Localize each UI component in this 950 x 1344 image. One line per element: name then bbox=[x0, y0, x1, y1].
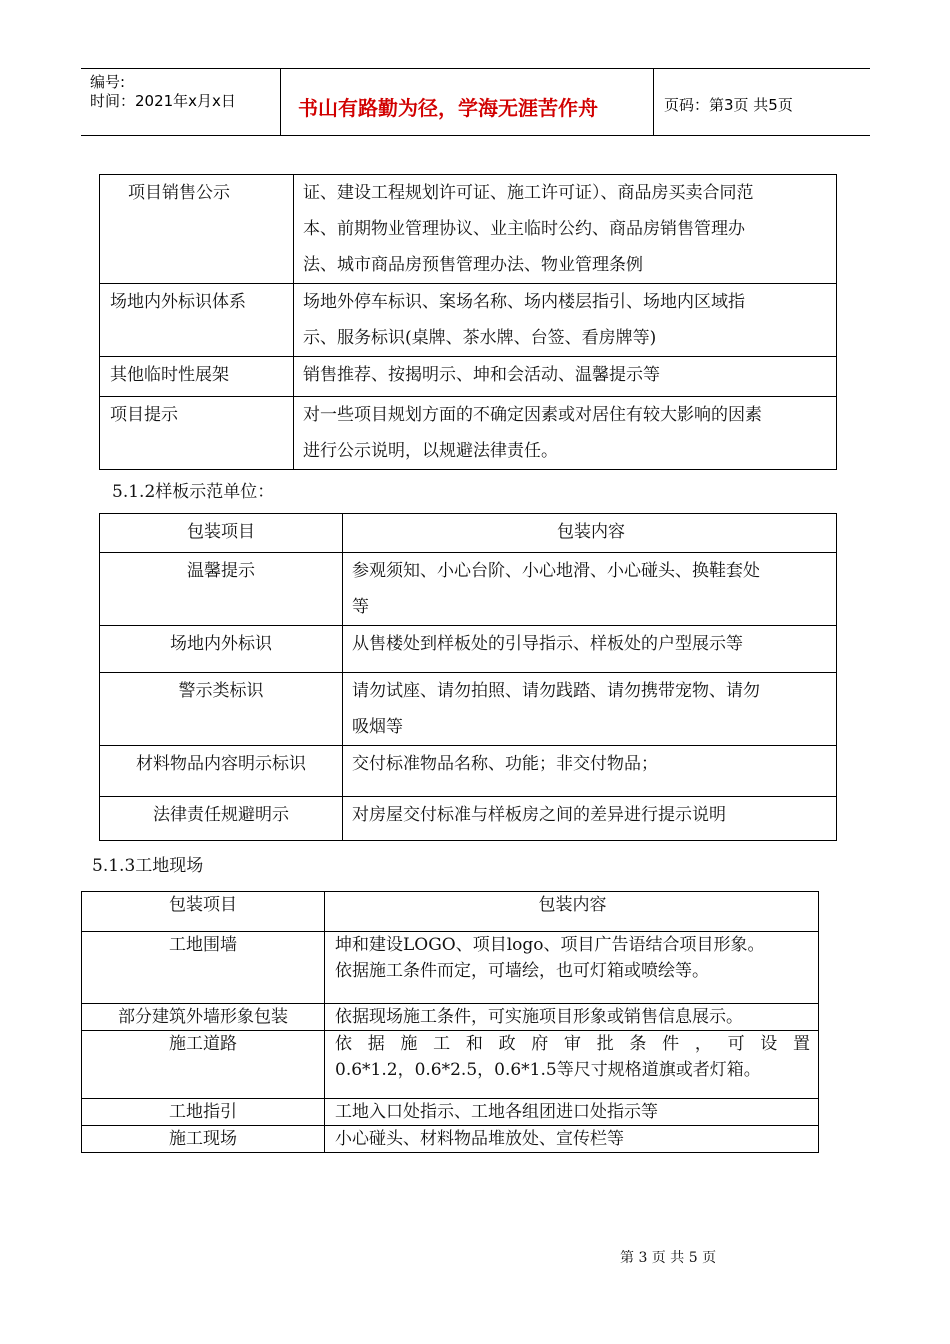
table-row bbox=[100, 626, 837, 673]
table-cell-item: 温馨提示 bbox=[100, 553, 343, 626]
table-cell-content bbox=[343, 746, 837, 797]
table-row bbox=[82, 1099, 819, 1126]
header-divider-left bbox=[280, 68, 281, 136]
content-line: 本、前期物业管理协议、业主临时公约、商品房销售管理办 bbox=[303, 219, 745, 239]
table-header-row bbox=[82, 892, 819, 932]
table-row bbox=[100, 673, 837, 746]
content-line: 依 据 施 工 和 政 府 审 批 条 件 ， 可 设 置 bbox=[335, 1034, 810, 1054]
table-cell-item: 施工现场 bbox=[82, 1126, 325, 1153]
table-cell-item: 部分建筑外墙形象包装 bbox=[82, 1004, 325, 1031]
table-model-unit bbox=[99, 513, 837, 841]
table-header-row bbox=[100, 514, 837, 553]
column-header-content: 包装内容 bbox=[325, 892, 819, 932]
table-cell-content bbox=[294, 284, 837, 357]
section-heading-512: 5.1.2样板示范单位： bbox=[112, 482, 275, 502]
table-row bbox=[82, 932, 819, 1004]
column-header-item: 包装项目 bbox=[100, 514, 343, 553]
table-cell-content bbox=[343, 553, 837, 626]
table-cell-item bbox=[100, 284, 294, 357]
table-cell-content bbox=[325, 1099, 819, 1126]
table-cell-content bbox=[343, 626, 837, 673]
table-cell-item: 工地围墙 bbox=[82, 932, 325, 1004]
table-cell-content bbox=[343, 797, 837, 841]
table-construction-site bbox=[81, 891, 819, 1153]
table-cell-item bbox=[100, 175, 294, 284]
table-cell-content bbox=[294, 175, 837, 284]
content-line: 请勿试座、请勿拍照、请勿践踏、请勿携带宠物、请勿 bbox=[352, 681, 760, 701]
content-line: 参观须知、小心台阶、小心地滑、小心碰头、换鞋套处 bbox=[352, 561, 760, 581]
header-time-label: 时间：2021年x月x日 bbox=[90, 92, 236, 110]
table-cell-content bbox=[325, 1126, 819, 1153]
table-cell-item: 工地指引 bbox=[82, 1099, 325, 1126]
table-row bbox=[100, 357, 837, 397]
table-cell-item bbox=[100, 397, 294, 470]
content-line: 对房屋交付标准与样板房之间的差异进行提示说明 bbox=[352, 805, 726, 825]
content-line: 对一些项目规划方面的不确定因素或对居住有较大影响的因素 bbox=[303, 405, 762, 425]
content-line: 等 bbox=[352, 597, 369, 617]
header-motto: 书山有路勤为径，学海无涯苦作舟 bbox=[298, 96, 598, 120]
table-row bbox=[100, 397, 837, 470]
item-label: 项目提示 bbox=[110, 405, 178, 425]
table-row bbox=[100, 284, 837, 357]
table-row bbox=[100, 553, 837, 626]
header-bottom-rule bbox=[81, 135, 870, 136]
item-label: 其他临时性展架 bbox=[110, 365, 229, 385]
table-cell-content bbox=[343, 673, 837, 746]
table-cell-item: 场地内外标识 bbox=[100, 626, 343, 673]
content-line: 依据施工条件而定，可墙绘，也可灯箱或喷绘等。 bbox=[335, 961, 709, 981]
table-cell-item: 警示类标识 bbox=[100, 673, 343, 746]
content-line: 示、服务标识(桌牌、茶水牌、台签、看房牌等) bbox=[303, 328, 657, 348]
content-line: 进行公示说明，以规避法律责任。 bbox=[303, 441, 558, 461]
table-cell-item: 材料物品内容明示标识 bbox=[100, 746, 343, 797]
table-cell-content bbox=[294, 357, 837, 397]
table-row bbox=[100, 746, 837, 797]
table-row bbox=[100, 175, 837, 284]
table-cell-item bbox=[100, 357, 294, 397]
content-line: 证、建设工程规划许可证、施工许可证）、商品房买卖合同范 bbox=[303, 183, 754, 203]
table-project-display bbox=[99, 174, 837, 470]
content-line: 从售楼处到样板处的引导指示、样板处的户型展示等 bbox=[352, 634, 743, 654]
header-page-info: 页码：第3页 共5页 bbox=[664, 96, 793, 114]
item-label: 场地内外标识体系 bbox=[110, 292, 246, 312]
table-cell-content bbox=[294, 397, 837, 470]
table-cell-content bbox=[325, 1031, 819, 1099]
content-line: 吸烟等 bbox=[352, 717, 403, 737]
header-number-label: 编号: bbox=[90, 73, 126, 91]
content-line: 场地外停车标识、案场名称、场内楼层指引、场地内区域指 bbox=[303, 292, 745, 312]
table-row bbox=[100, 797, 837, 841]
content-line: 小心碰头、材料物品堆放处、宣传栏等 bbox=[335, 1129, 624, 1149]
content-line: 0.6*1.2，0.6*2.5，0.6*1.5等尺寸规格道旗或者灯箱。 bbox=[335, 1060, 761, 1080]
column-header-item: 包装项目 bbox=[82, 892, 325, 932]
header-top-rule bbox=[81, 68, 870, 69]
column-header-content: 包装内容 bbox=[343, 514, 837, 553]
table-cell-item: 施工道路 bbox=[82, 1031, 325, 1099]
header-divider-right bbox=[653, 68, 654, 136]
content-line: 依据现场施工条件，可实施项目形象或销售信息展示。 bbox=[335, 1007, 743, 1027]
section-heading-513: 5.1.3工地现场 bbox=[92, 856, 204, 876]
content-line: 交付标准物品名称、功能；非交付物品； bbox=[352, 754, 658, 774]
table-cell-content bbox=[325, 1004, 819, 1031]
content-line: 法、城市商品房预售管理办法、物业管理条例 bbox=[303, 255, 643, 275]
content-line: 坤和建设LOGO、项目logo、项目广告语结合项目形象。 bbox=[335, 935, 765, 955]
item-label: 项目销售公示 bbox=[128, 183, 230, 203]
page-footer: 第 3 页 共 5 页 bbox=[620, 1250, 717, 1266]
table-cell-content bbox=[325, 932, 819, 1004]
content-line: 工地入口处指示、工地各组团进口处指示等 bbox=[335, 1102, 658, 1122]
table-row bbox=[82, 1031, 819, 1099]
table-cell-item: 法律责任规避明示 bbox=[100, 797, 343, 841]
content-line: 销售推荐、按揭明示、坤和会活动、温馨提示等 bbox=[303, 365, 660, 385]
table-row bbox=[82, 1126, 819, 1153]
table-row bbox=[82, 1004, 819, 1031]
